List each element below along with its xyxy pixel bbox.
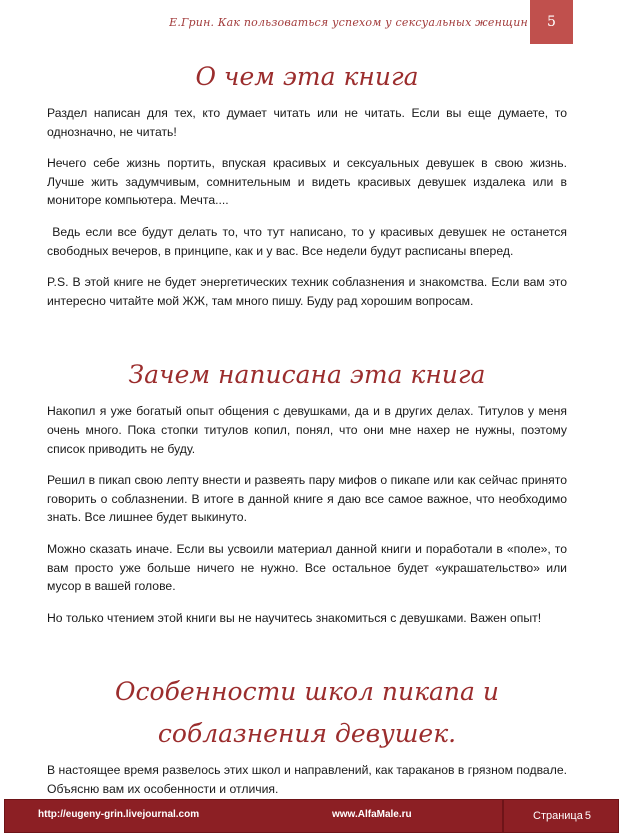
paragraph: Раздел написан для тех, кто думает читать или не читать. Если вы еще думаете, то однозначно, не читать! <box>47 106 567 139</box>
running-header <box>0 0 620 46</box>
footer-page-label <box>503 799 619 833</box>
page-label-number: 5 <box>584 810 591 822</box>
section-title-why: Зачем написана эта книга <box>128 360 486 390</box>
page-footer <box>0 799 620 833</box>
paragraph: Можно сказать иначе. Если вы усвоили материал данной книги и поработали в «поле», то вам просто уже больше ничего не нужно. Все остальное будет «украшательство» или мусор в вашей голове. <box>47 541 567 594</box>
paragraph: Ведь если все будут делать то, что тут написано, то у красивых девушек не останется свободных вечеров, в принципе, как и у вас. Все недели будут расписаны вперед. <box>47 224 571 258</box>
running-title: Е.Грин. Как пользоваться успехом у сексуальных женщин <box>169 16 528 29</box>
livejournal-link[interactable]: http://eugeny-grin.livejournal.com <box>38 809 200 820</box>
paragraph: В настоящее время развелось этих школ и направлений, как тараканов в грязном подвале. Объясню вам их особенности и отличия. <box>47 763 567 796</box>
page-content <box>47 58 571 798</box>
page-label-text: Страница <box>533 810 583 822</box>
paragraph: Нечего себе жизнь портить, впуская красивых и сексуальных девушек в свою жизнь. Лучше жить задумчивым, сомнительным и видеть красивых девушек издалека или в мониторе компьютера. Мечта.... <box>47 156 567 208</box>
header-page-number: 5 <box>530 0 573 44</box>
paragraph: Но только чтением этой книги вы не научитесь знакомиться с девушками. Важен опыт! <box>47 610 542 625</box>
alfamale-link[interactable]: www.AlfaMale.ru <box>332 809 412 820</box>
paragraph: P.S. В этой книге не будет энергетических техник соблазнения и знакомства. Если вам это интересно читайте мой ЖЖ, там много пишу. Буду рад хорошим вопросам. <box>47 275 567 308</box>
paragraph: Накопил я уже богатый опыт общения с девушками, да и в других делах. Титулов у меня очень много. Пока стопки титулов копил, понял, что они мне нахер не нужны, поэтому список приводить не буду. <box>47 404 567 456</box>
section-title-schools: Особенности школ пикапа и соблазнения девушек. <box>115 677 499 749</box>
section-title-about: О чем эта книга <box>195 62 419 91</box>
paragraph: Решил в пикап свою лепту внести и развеять пару мифов о пикапе или как сейчас принято говорить о соблазнении. В итоге в данной книге я даю все самое важное, что необходимо знать. Все лишнее будет выкинуто. <box>47 473 567 525</box>
